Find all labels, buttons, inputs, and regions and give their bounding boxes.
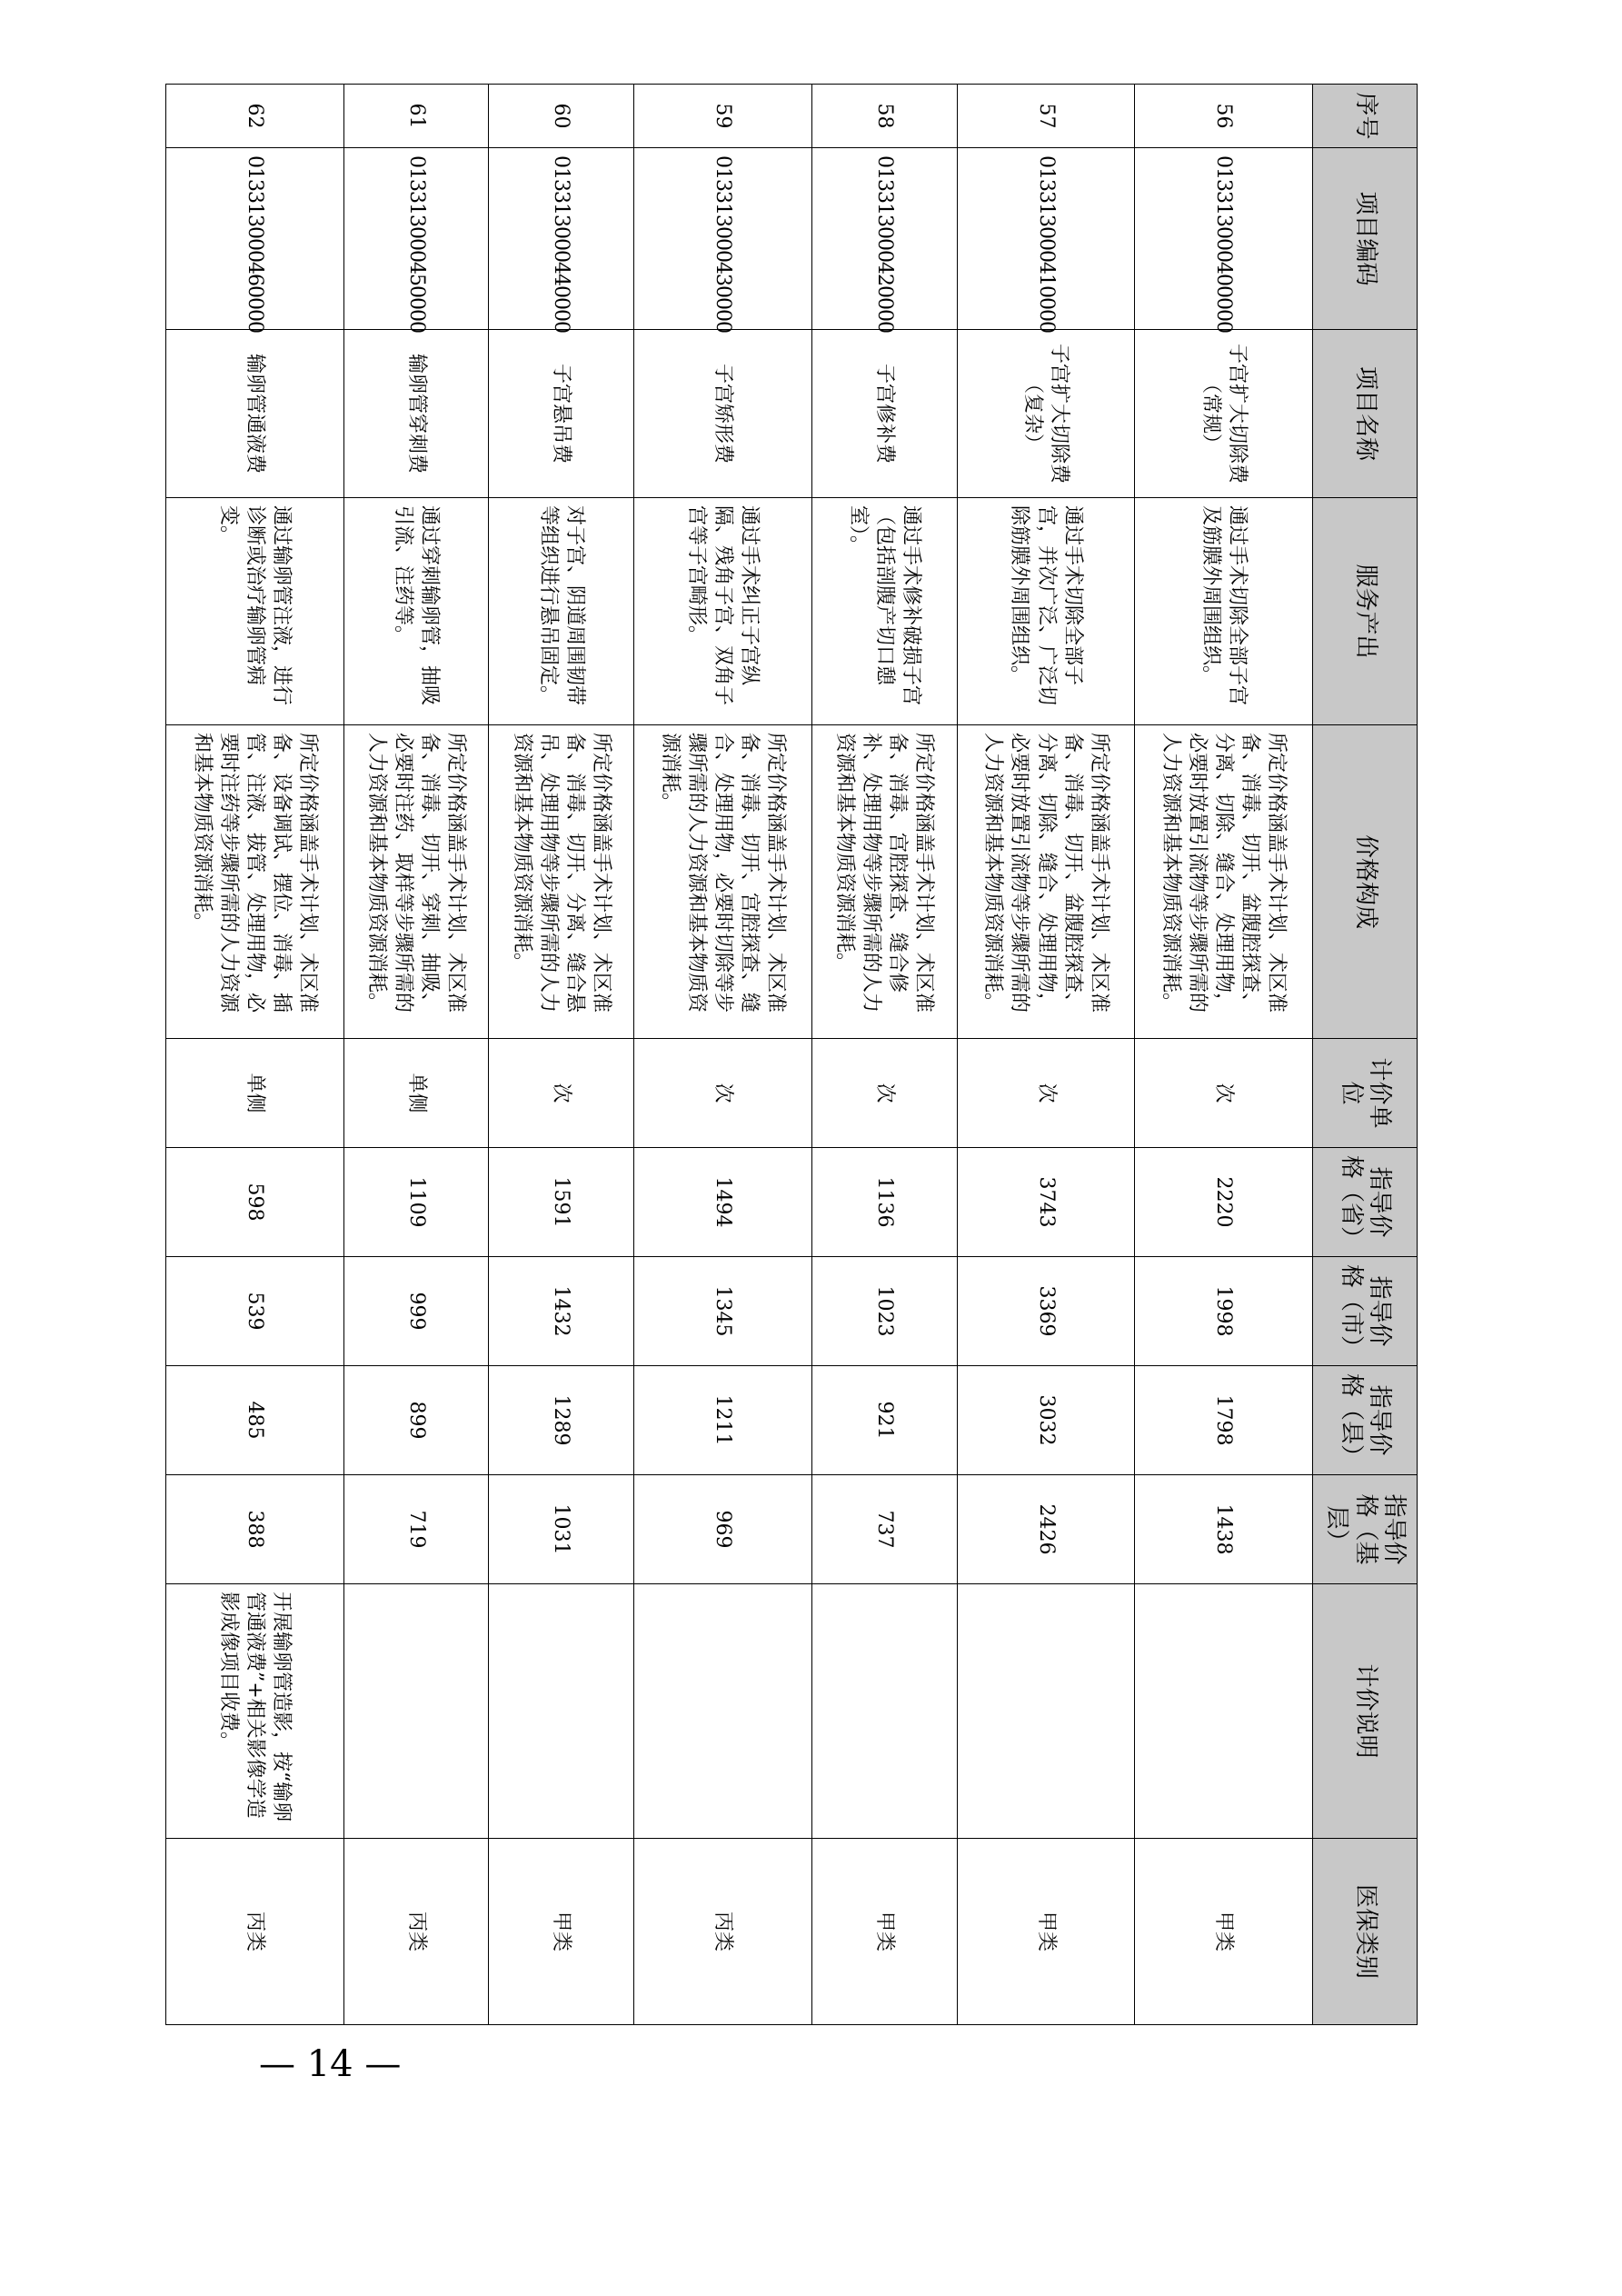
price-base-cell: 737 xyxy=(811,1475,957,1584)
unit-cell: 次 xyxy=(634,1039,812,1148)
unit-cell: 次 xyxy=(1135,1039,1313,1148)
price-county-cell: 1798 xyxy=(1135,1366,1313,1475)
price-province-cell: 1494 xyxy=(634,1148,812,1257)
output-cell: 通过手术纠正子宫纵隔、残角子宫、双角子宫等子宫畸形。 xyxy=(634,498,812,725)
table-row xyxy=(1135,85,1313,2025)
output-cell: 对子宫、阴道周围韧带等组织进行悬吊固定。 xyxy=(489,498,634,725)
name-cell: 子宫悬吊费 xyxy=(489,330,634,498)
composition-cell: 所定价格涵盖手术计划、术区准备、设备调试、摆位、消毒、插管、注液、拔管、处理用物，必要时注药等步骤所需的人力资源和基本物质资源消耗。 xyxy=(166,725,344,1039)
output-cell: 通过手术切除全部子宫，并次广泛、广泛切除筋膜外周围组织。 xyxy=(957,498,1135,725)
price-province-cell: 1591 xyxy=(489,1148,634,1257)
table-row xyxy=(957,85,1135,2025)
note-cell: 开展输卵管造影，按“输卵管通液费”+相关影像学造影成像项目收费。 xyxy=(166,1584,344,1839)
output-cell: 通过手术修补破损子宫（包括剖腹产切口憩室）。 xyxy=(811,498,957,725)
seq-cell: 56 xyxy=(1135,85,1313,148)
insurance-cell: 丙类 xyxy=(634,1839,812,2025)
price-city-cell: 3369 xyxy=(957,1257,1135,1366)
unit-cell: 单侧 xyxy=(343,1039,489,1148)
header-cell: 指导价格（县） xyxy=(1313,1366,1418,1475)
header-cell: 序号 xyxy=(1313,85,1418,148)
note-cell xyxy=(957,1584,1135,1839)
code-cell: 013313000410000 xyxy=(957,148,1135,330)
composition-cell: 所定价格涵盖手术计划、术区准备、消毒、切开、分离、缝合悬吊、处理用物等步骤所需的人力资源和基本物质资源消耗。 xyxy=(489,725,634,1039)
name-cell: 子宫矫形费 xyxy=(634,330,812,498)
unit-cell: 单侧 xyxy=(166,1039,344,1148)
header-cell: 计价单位 xyxy=(1313,1039,1418,1148)
seq-cell: 57 xyxy=(957,85,1135,148)
header-cell: 服务产出 xyxy=(1313,498,1418,725)
price-province-cell: 1109 xyxy=(343,1148,489,1257)
price-city-cell: 1345 xyxy=(634,1257,812,1366)
code-cell: 013313000400000 xyxy=(1135,148,1313,330)
seq-cell: 62 xyxy=(166,85,344,148)
insurance-cell: 丙类 xyxy=(343,1839,489,2025)
insurance-cell: 丙类 xyxy=(166,1839,344,2025)
name-cell: 输卵管穿刺费 xyxy=(343,330,489,498)
price-base-cell: 388 xyxy=(166,1475,344,1584)
name-cell: 子宫扩大切除费（复杂） xyxy=(957,330,1135,498)
code-cell: 013313000420000 xyxy=(811,148,957,330)
table-row xyxy=(343,85,489,2025)
composition-cell: 所定价格涵盖手术计划、术区准备、消毒、切开、盆腹腔探查、分离、切除、缝合、处理用物，必要时放置引流物等步骤所需的人力资源和基本物质资源消耗。 xyxy=(1135,725,1313,1039)
price-base-cell: 2426 xyxy=(957,1475,1135,1584)
header-cell: 指导价格（基层） xyxy=(1313,1475,1418,1584)
unit-cell: 次 xyxy=(811,1039,957,1148)
name-cell: 子宫扩大切除费（常规） xyxy=(1135,330,1313,498)
price-province-cell: 598 xyxy=(166,1148,344,1257)
price-county-cell: 1289 xyxy=(489,1366,634,1475)
table-row xyxy=(634,85,812,2025)
note-cell xyxy=(634,1584,812,1839)
code-cell: 013313000440000 xyxy=(489,148,634,330)
note-cell xyxy=(343,1584,489,1839)
price-city-cell: 1998 xyxy=(1135,1257,1313,1366)
output-cell: 通过手术切除全部子宫及筋膜外周围组织。 xyxy=(1135,498,1313,725)
price-base-cell: 1438 xyxy=(1135,1475,1313,1584)
insurance-cell: 甲类 xyxy=(957,1839,1135,2025)
price-province-cell: 3743 xyxy=(957,1148,1135,1257)
table-row xyxy=(166,85,344,2025)
price-base-cell: 1031 xyxy=(489,1475,634,1584)
price-county-cell: 921 xyxy=(811,1366,957,1475)
seq-cell: 59 xyxy=(634,85,812,148)
header-row xyxy=(1313,85,1418,2025)
name-cell: 子宫修补费 xyxy=(811,330,957,498)
composition-cell: 所定价格涵盖手术计划、术区准备、消毒、切开、宫腔探查、缝合、处理用物，必要时切除等步骤所需的人力资源和基本物质资源消耗。 xyxy=(634,725,812,1039)
price-county-cell: 1211 xyxy=(634,1366,812,1475)
rotated-table-container xyxy=(165,84,1418,2024)
table-row xyxy=(811,85,957,2025)
composition-cell: 所定价格涵盖手术计划、术区准备、消毒、宫腔探查、缝合修补、处理用物等步骤所需的人力资源和基本物质资源消耗。 xyxy=(811,725,957,1039)
price-county-cell: 485 xyxy=(166,1366,344,1475)
insurance-cell: 甲类 xyxy=(489,1839,634,2025)
output-cell: 通过穿刺输卵管，抽吸引流、注药等。 xyxy=(343,498,489,725)
insurance-cell: 甲类 xyxy=(1135,1839,1313,2025)
insurance-cell: 甲类 xyxy=(811,1839,957,2025)
seq-cell: 61 xyxy=(343,85,489,148)
price-province-cell: 2220 xyxy=(1135,1148,1313,1257)
output-cell: 通过输卵管注液，进行诊断或治疗输卵管病变。 xyxy=(166,498,344,725)
price-city-cell: 1023 xyxy=(811,1257,957,1366)
price-base-cell: 969 xyxy=(634,1475,812,1584)
price-county-cell: 899 xyxy=(343,1366,489,1475)
seq-cell: 60 xyxy=(489,85,634,148)
header-cell: 价格构成 xyxy=(1313,725,1418,1039)
note-cell xyxy=(811,1584,957,1839)
table-row xyxy=(489,85,634,2025)
note-cell xyxy=(1135,1584,1313,1839)
seq-cell: 58 xyxy=(811,85,957,148)
price-base-cell: 719 xyxy=(343,1475,489,1584)
code-cell: 013313000430000 xyxy=(634,148,812,330)
header-cell: 项目编码 xyxy=(1313,148,1418,330)
header-cell: 指导价格（省） xyxy=(1313,1148,1418,1257)
price-province-cell: 1136 xyxy=(811,1148,957,1257)
page-number: — 14 — xyxy=(259,2043,402,2085)
header-cell: 指导价格（市） xyxy=(1313,1257,1418,1366)
header-cell: 项目名称 xyxy=(1313,330,1418,498)
code-cell: 013313000450000 xyxy=(343,148,489,330)
unit-cell: 次 xyxy=(957,1039,1135,1148)
price-city-cell: 539 xyxy=(166,1257,344,1366)
unit-cell: 次 xyxy=(489,1039,634,1148)
name-cell: 输卵管通液费 xyxy=(166,330,344,498)
note-cell xyxy=(489,1584,634,1839)
header-cell: 计价说明 xyxy=(1313,1584,1418,1839)
code-cell: 013313000460000 xyxy=(166,148,344,330)
price-county-cell: 3032 xyxy=(957,1366,1135,1475)
header-cell: 医保类别 xyxy=(1313,1839,1418,2025)
price-city-cell: 1432 xyxy=(489,1257,634,1366)
price-table xyxy=(165,84,1418,2025)
price-city-cell: 999 xyxy=(343,1257,489,1366)
composition-cell: 所定价格涵盖手术计划、术区准备、消毒、切开、盆腹腔探查、分离、切除、缝合、处理用物，必要时放置引流物等步骤所需的人力资源和基本物质资源消耗。 xyxy=(957,725,1135,1039)
composition-cell: 所定价格涵盖手术计划、术区准备、消毒、切开、穿刺、抽吸、必要时注药、取样等步骤所需的人力资源和基本物质资源消耗。 xyxy=(343,725,489,1039)
